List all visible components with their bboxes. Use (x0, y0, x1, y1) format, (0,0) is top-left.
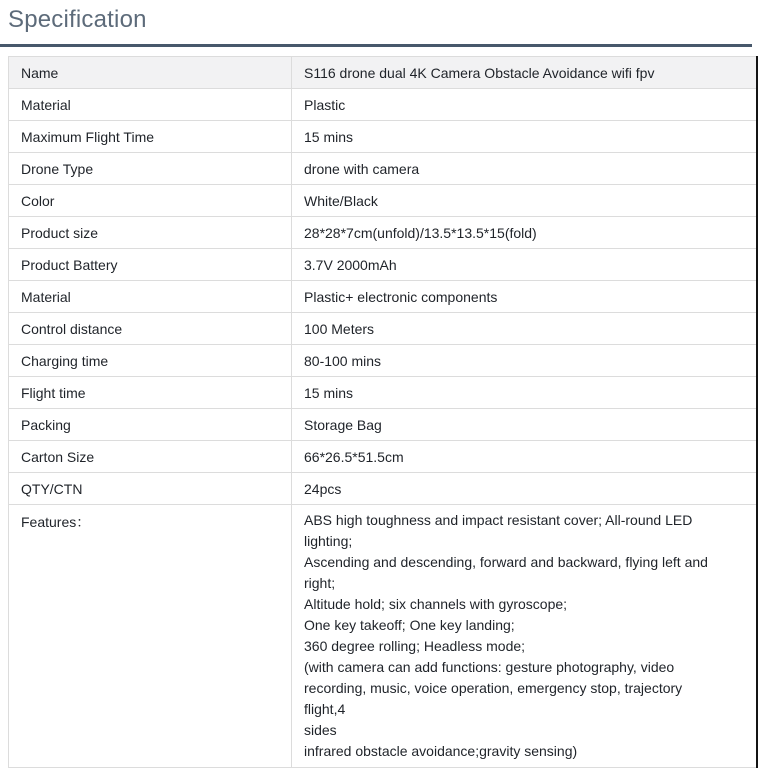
spec-label-cell: Material (9, 281, 292, 313)
spec-label-cell: Product size (9, 217, 292, 249)
table-row (9, 441, 758, 473)
spec-label-cell: Flight time (9, 377, 292, 409)
spec-value-cell: 3.7V 2000mAh (292, 249, 758, 281)
spec-value-cell: Plastic (292, 89, 758, 121)
spec-label-cell: Color (9, 185, 292, 217)
table-row (9, 377, 758, 409)
table-row (9, 281, 758, 313)
spec-value-cell: 15 mins (292, 377, 758, 409)
spec-label-cell: Features： (9, 505, 292, 768)
feature-line: sides (304, 722, 337, 738)
spec-value-cell (292, 505, 758, 768)
feature-line: Altitude hold; six channels with gyroscope; (304, 596, 568, 612)
spec-table (8, 56, 758, 768)
feature-line: right; (304, 575, 336, 591)
spec-value-cell: 28*28*7cm(unfold)/13.5*13.5*15(fold) (292, 217, 758, 249)
table-row (9, 409, 758, 441)
table-row (9, 217, 758, 249)
spec-value-cell: 66*26.5*51.5cm (292, 441, 758, 473)
table-row (9, 313, 758, 345)
table-row (9, 185, 758, 217)
spec-label-cell: Carton Size (9, 441, 292, 473)
table-row (9, 345, 758, 377)
spec-label-cell: Maximum Flight Time (9, 121, 292, 153)
table-row (9, 153, 758, 185)
spec-label-cell: Material (9, 89, 292, 121)
feature-line: One key takeoff; One key landing; (304, 617, 515, 633)
feature-line: 360 degree rolling; Headless mode; (304, 638, 526, 654)
table-row (9, 121, 758, 153)
spec-label-cell: Name (9, 57, 292, 89)
spec-value-cell: drone with camera (292, 153, 758, 185)
feature-line: flight,4 (304, 701, 346, 717)
feature-line: ABS high toughness and impact resistant cover; All-round LED (304, 512, 693, 528)
spec-label-cell: Product Battery (9, 249, 292, 281)
feature-line: recording, music, voice operation, emergency stop, trajectory (304, 680, 683, 696)
spec-label-cell: Packing (9, 409, 292, 441)
spec-value-cell: 15 mins (292, 121, 758, 153)
table-row (9, 505, 758, 768)
feature-line: infrared obstacle avoidance;gravity sensing) (304, 743, 578, 759)
spec-value-cell: Plastic+ electronic components (292, 281, 758, 313)
spec-label-cell: Charging time (9, 345, 292, 377)
page-title: Specification (8, 6, 147, 33)
spec-table-body (9, 57, 758, 768)
spec-label-cell: Drone Type (9, 153, 292, 185)
feature-line: Ascending and descending, forward and backward, flying left and (304, 554, 708, 570)
table-row (9, 57, 758, 89)
spec-value-cell: S116 drone dual 4K Camera Obstacle Avoidance wifi fpv (292, 57, 758, 89)
spec-label-cell: QTY/CTN (9, 473, 292, 505)
feature-line: lighting; (304, 533, 353, 549)
spec-value-cell: Storage Bag (292, 409, 758, 441)
feature-line: (with camera can add functions: gesture photography, video (304, 659, 675, 675)
table-row (9, 473, 758, 505)
spec-label-cell: Control distance (9, 313, 292, 345)
spec-value-cell: 100 Meters (292, 313, 758, 345)
table-row (9, 89, 758, 121)
spec-value-cell: 24pcs (292, 473, 758, 505)
table-row (9, 249, 758, 281)
spec-value-cell: 80-100 mins (292, 345, 758, 377)
spec-value-cell: White/Black (292, 185, 758, 217)
title-divider (0, 44, 752, 47)
